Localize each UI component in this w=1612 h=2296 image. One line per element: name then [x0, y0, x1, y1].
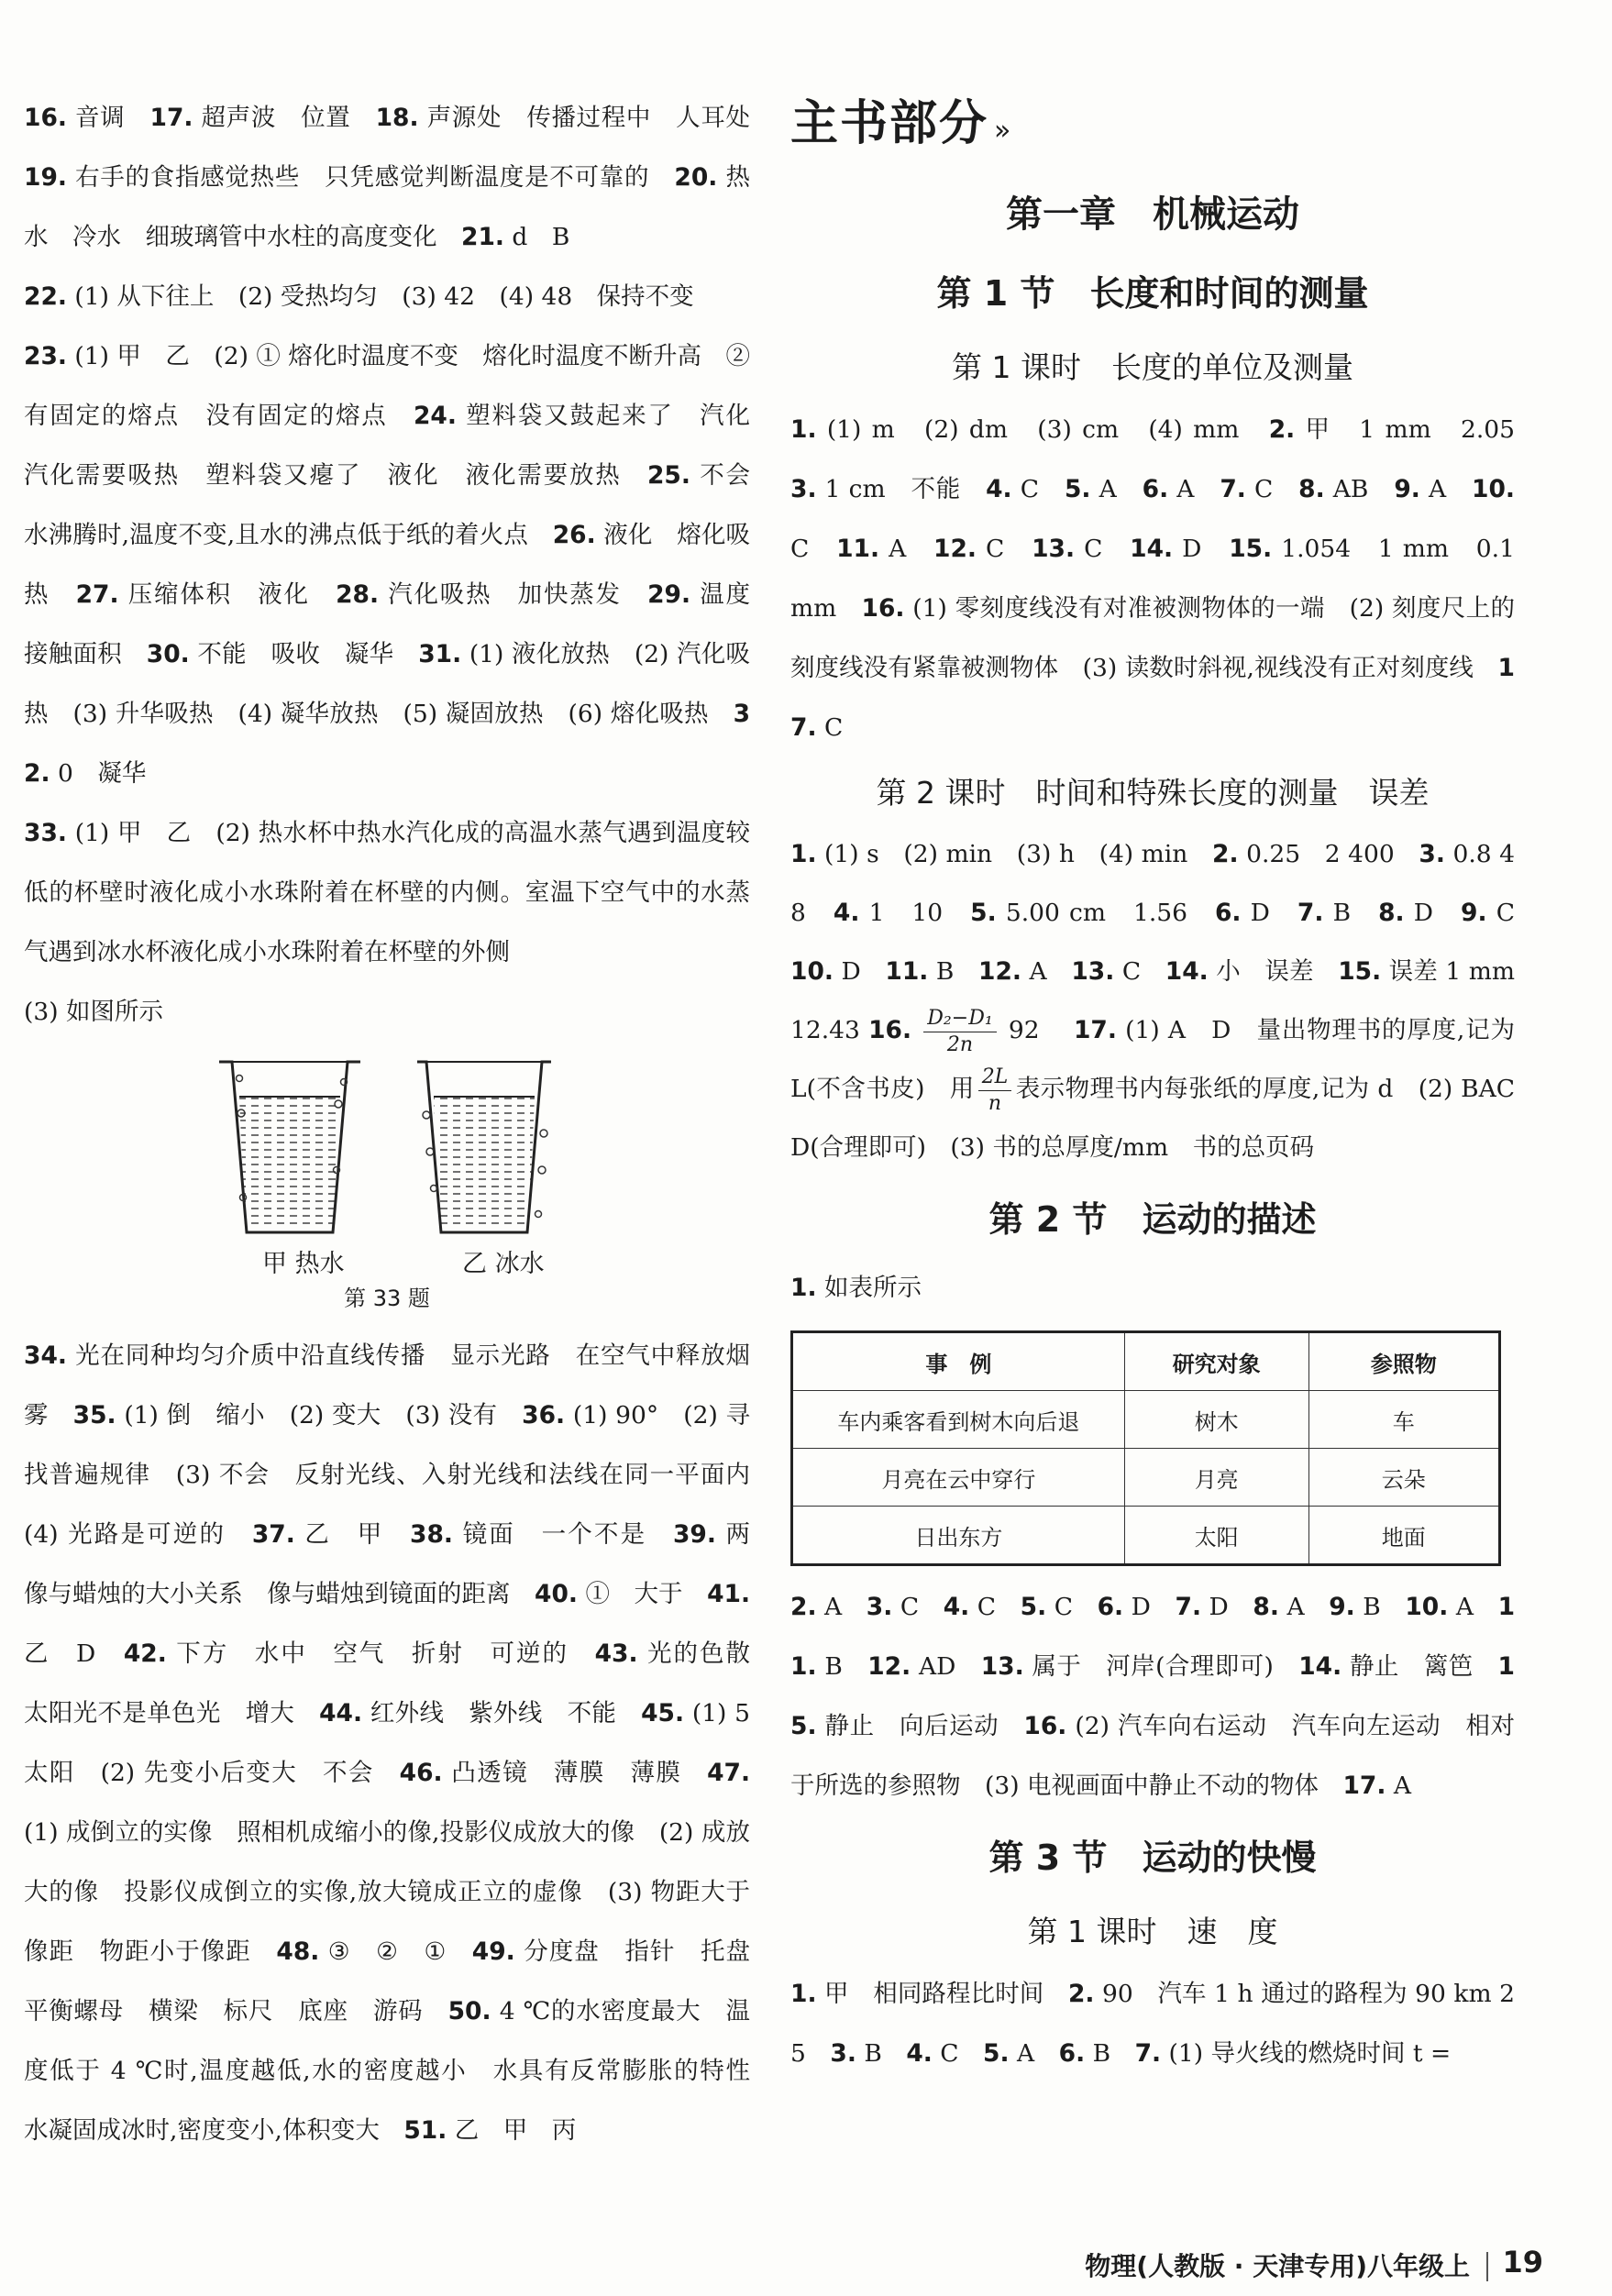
answer-text: 静止 向后运动	[824, 1712, 999, 1740]
answer-number: 51.	[403, 2116, 447, 2145]
answer-number: 2.	[790, 1593, 817, 1621]
answer-number: 7.	[1134, 2039, 1162, 2068]
answer-text: 1 cm 不能	[824, 475, 961, 503]
answer-number: 41.	[707, 1580, 751, 1608]
answer-text: 光的色散 太阳光不是单色光 增大	[24, 1639, 775, 1728]
answer-paragraph	[24, 1326, 775, 2160]
answer-number: 11.	[790, 1593, 1516, 1681]
answer-number: 1.	[790, 415, 817, 444]
answer-number: 2.	[1067, 1980, 1095, 2008]
beaker-diagram	[212, 1051, 569, 1243]
answer-text: 误差 1 mm 12.43	[790, 957, 1540, 1044]
answer-text: 乙 甲 丙	[454, 2116, 577, 2145]
answer-text: 塑料袋又鼓起来了 汽化 汽化需要吸热 塑料袋又瘪了 液化 液化需要放热	[24, 402, 775, 490]
answer-number: 31.	[418, 640, 462, 668]
section-2-intro	[790, 1258, 1515, 1318]
lesson-1-title: 第 1 课时 长度的单位及测量	[952, 349, 1353, 385]
main-title-text: 主书部分	[790, 96, 989, 151]
lesson-1-answers	[790, 400, 1515, 757]
answer-text: 声源处 传播过程中 人耳处	[426, 104, 750, 132]
answer-number: 10.	[790, 957, 834, 986]
answer-number: 29.	[647, 580, 691, 609]
answer-number: 4.	[986, 475, 1012, 503]
header-object: 研究对象	[1124, 1332, 1308, 1391]
answer-number: 21.	[461, 223, 504, 251]
answer-number: 5.	[1064, 475, 1091, 503]
fraction-d2-d1	[923, 1006, 996, 1058]
answer-text: 90 汽车 1 h 通过的路程为 90 km 25	[790, 1980, 1515, 2068]
answer-text: 不能 吸收 凝华	[197, 640, 394, 668]
answer-number: 47.	[707, 1759, 751, 1787]
answer-text: B	[864, 2039, 882, 2068]
table-cell: 日出东方	[792, 1507, 1125, 1565]
answer-text: A	[1286, 1593, 1305, 1621]
answer-text: A	[1455, 1593, 1474, 1621]
lesson-2-title: 第 2 课时 时间和特殊长度的测量 误差	[876, 775, 1430, 811]
answer-number: 42.	[123, 1639, 167, 1668]
answer-text: A	[824, 1593, 843, 1621]
table-header-row	[792, 1332, 1500, 1391]
answer-text: A	[1029, 957, 1047, 986]
answer-paragraph	[24, 326, 775, 803]
answer-text: A	[1017, 2039, 1035, 2068]
answer-text: 汽化吸热 加快蒸发	[388, 580, 622, 609]
left-column	[24, 88, 775, 2160]
answer-number: 28.	[336, 580, 380, 609]
answer-number: 45.	[641, 1699, 685, 1728]
answer-text: 静止 篱笆	[1350, 1652, 1474, 1681]
answer-text: C	[1084, 535, 1103, 563]
answer-number: 6.	[1097, 1593, 1124, 1621]
answer-text: C	[900, 1593, 920, 1621]
answer-number: 1.	[790, 1274, 817, 1302]
answer-number: 8.	[1298, 475, 1325, 503]
answer-text: C	[823, 713, 844, 742]
header-example: 事 例	[792, 1332, 1125, 1391]
answer-text: B	[1332, 899, 1352, 927]
answer-text: 甲 相同路程比时间	[824, 1980, 1044, 2008]
table-cell: 树木	[1124, 1391, 1308, 1449]
answer-number: 16.	[861, 594, 905, 623]
answer-number: 24.	[413, 402, 457, 430]
answer-number: 32.	[24, 700, 751, 788]
answer-number: 16.	[1023, 1712, 1067, 1740]
answer-number: 14.	[1165, 957, 1209, 986]
answer-text: (1) 倒 缩小 (2) 变大 (3) 没有	[124, 1401, 498, 1429]
answer-number: 10.	[1405, 1593, 1449, 1621]
fraction-numerator: 2L	[978, 1065, 1012, 1091]
answer-number: 8.	[1378, 899, 1405, 927]
double-chevron-icon: »	[994, 115, 1006, 147]
answer-number: 18.	[375, 104, 419, 132]
answer-number: 43.	[594, 1639, 638, 1668]
answer-number: 5.	[983, 2039, 1010, 2068]
answer-text: 1 10	[868, 899, 944, 927]
answer-text: (1) 甲 乙 (2) ① 熔化时温度不变 熔化时温度不断升高 ② 有固定的熔点 没有固定的熔点	[24, 342, 750, 430]
answers-34-51	[24, 1326, 775, 2160]
answer-number: 1.	[790, 1980, 817, 2008]
answer-text: (1) 导火线的燃烧时间 t =	[1168, 2039, 1452, 2068]
answer-number: 35.	[72, 1401, 116, 1429]
answer-text: 红外线 紫外线 不能	[370, 1699, 617, 1728]
lesson-2-items	[790, 840, 1540, 1044]
page-footer	[940, 2246, 1554, 2292]
answer-number: 5.	[970, 899, 997, 927]
main-title	[790, 83, 1515, 172]
answer-text: 甲 1 mm 2.05	[1305, 415, 1515, 444]
answer-text: (1) 零刻度线没有对准被测物体的一端 (2) 刻度尺上的刻度线没有紧靠被测物体 (3) 读数时斜视,视线没有正对刻度线	[790, 594, 1516, 682]
answer-number: 9.	[1394, 475, 1420, 503]
answer-text: 小 误差	[1216, 957, 1314, 986]
answer-number: 6.	[1214, 899, 1242, 927]
answer-number: 13.	[980, 1652, 1024, 1681]
answer-text: B	[935, 957, 955, 986]
q17-text-b: 表示物理书内每张纸的厚度,记为 d (2) BACD(合理即可) (3) 书的总厚度/mm 书的总页码	[790, 1075, 1515, 1162]
hot-water-label: 甲 热水	[262, 1250, 345, 1278]
right-column	[790, 83, 1540, 2083]
q16-num: 16.	[868, 1016, 912, 1044]
answer-text: 0.25 2 400	[1246, 840, 1395, 868]
answer-number: 22.	[24, 282, 67, 311]
answer-number: 4.	[943, 1593, 970, 1621]
footer-divider	[1486, 2252, 1488, 2281]
answers-16-33	[24, 88, 775, 1042]
answer-paragraph	[790, 1964, 1515, 2083]
section-3-title: 第 3 节 运动的快慢	[988, 1838, 1317, 1878]
section-2-answers	[790, 1577, 1515, 1816]
answer-text: D	[1131, 1593, 1151, 1621]
answer-number: 30.	[146, 640, 190, 668]
answer-text: (2) 汽车向右运动 汽车向左运动 相对于所选的参照物 (3) 电视画面中静止不动的物体	[790, 1712, 1515, 1800]
answer-text: 下方 水中 空气 折射 可逆的	[176, 1639, 569, 1668]
table-cell: 月亮在云中穿行	[792, 1449, 1125, 1507]
answer-text: AB	[1332, 475, 1369, 503]
lesson-3-title: 第 1 课时 速 度	[1027, 1914, 1278, 1949]
answer-text: 超声波 位置	[201, 104, 351, 132]
q17-text-a: (1) A D 量出物理书的厚度,记为 L(不含书皮) 用	[790, 1016, 1515, 1103]
answer-text: D	[1413, 899, 1434, 927]
answer-number: 33.	[24, 819, 67, 847]
answer-text: (1) 甲 乙 (2) 热水杯中热水汽化成的高温水蒸气遇到温度较低的杯壁时液化成小水珠附着在杯壁的内侧。室温下空气中的水蒸气遇到冰水杯液化成小水珠附着在杯壁的外侧	[24, 819, 750, 966]
answer-text: 凸透镜 薄膜 薄膜	[451, 1759, 682, 1787]
answer-text: (1) 成倒立的实像 照相机成缩小的像,投影仪成放大的像 (2) 成放大的像 投影仪成倒立的实像,放大镜成正立的虚像 (3) 物距大于像距 物距小于像距	[24, 1818, 750, 1966]
answer-number: 12.	[867, 1652, 911, 1681]
table-row	[792, 1449, 1500, 1507]
answer-number: 20.	[674, 163, 718, 192]
answer-number: 37.	[251, 1520, 295, 1549]
answer-text: 乙 D	[24, 1639, 96, 1668]
table-row	[792, 1507, 1500, 1565]
chapter-title: 第一章 机械运动	[1006, 193, 1299, 236]
table-cell: 地面	[1308, 1507, 1499, 1565]
answer-text: 液化 熔化吸热	[24, 521, 750, 609]
answer-number: 3.	[790, 475, 817, 503]
answer-number: 11.	[836, 535, 880, 563]
figure-caption: 第 33 题	[344, 1286, 430, 1311]
answer-number: 3.	[866, 1593, 893, 1621]
answer-text: 两 像与蜡烛的大小关系 像与蜡烛到镜面的距离	[24, 1520, 775, 1608]
answer-text: C	[1253, 475, 1274, 503]
answer-number: 10.	[1472, 475, 1515, 503]
lesson-2-answers	[790, 825, 1540, 1177]
answer-text: C	[940, 2039, 959, 2068]
answer-number: 15.	[790, 1652, 1515, 1740]
answer-paragraph	[24, 88, 750, 267]
answer-text: A	[1393, 1772, 1411, 1800]
answer-number: 2.	[1268, 415, 1296, 444]
table-cell: 车	[1308, 1391, 1499, 1449]
answer-text: B	[1092, 2039, 1111, 2068]
q16-answer: 92	[1008, 1016, 1040, 1044]
answer-paragraph	[24, 982, 750, 1042]
answer-number: 17.	[1342, 1772, 1386, 1800]
answer-number: 49.	[471, 1937, 515, 1966]
header-reference: 参照物	[1308, 1332, 1499, 1391]
section-1-title: 第 1 节 长度和时间的测量	[936, 273, 1369, 314]
answer-text: B	[1363, 1593, 1381, 1621]
fraction-denominator: 2n	[946, 1032, 974, 1056]
answer-number: 39.	[672, 1520, 716, 1549]
answer-text: A	[1099, 475, 1117, 503]
answer-number: 4.	[833, 899, 860, 927]
answer-number: 34.	[24, 1341, 67, 1370]
answer-text: AD	[918, 1652, 956, 1681]
answer-number: 1.	[790, 840, 817, 868]
answer-text: (1) 5 太阳 (2) 先变小后变大 不会	[24, 1699, 775, 1787]
answer-text: C	[1496, 899, 1515, 927]
answer-number: 17.	[790, 654, 1515, 742]
answer-number: 46.	[399, 1759, 443, 1787]
answer-text: 属于 河岸(合理即可)	[1032, 1652, 1274, 1681]
table-row	[792, 1391, 1500, 1449]
answer-text: 温度 接触面积	[24, 580, 775, 668]
answer-text: C	[986, 535, 1005, 563]
answer-text: A	[1428, 475, 1447, 503]
answer-number: 15.	[1229, 535, 1273, 563]
answer-number: 12.	[933, 535, 977, 563]
answer-text: C	[977, 1593, 997, 1621]
answer-paragraph	[24, 803, 750, 982]
answer-text: D	[1250, 899, 1270, 927]
answer-text: 4 ℃的水密度最大 温度低于 4 ℃时,温度越低,水的密度越小 水具有反常膨胀的特性 水凝固成冰时,密度变小,体积变大	[24, 1997, 775, 2145]
lesson-3-answers	[790, 1964, 1515, 2083]
q17-num: 17.	[1073, 1016, 1117, 1044]
answer-paragraph	[790, 1258, 1515, 1318]
answer-text: ① 大于	[585, 1580, 683, 1608]
answer-number: 14.	[1298, 1652, 1342, 1681]
answer-text: D	[1182, 535, 1202, 563]
answer-text: (1) m (2) dm (3) cm (4) mm	[826, 415, 1240, 444]
answer-number: 50.	[447, 1997, 491, 2026]
motion-table	[790, 1330, 1501, 1566]
answer-paragraph	[790, 400, 1515, 757]
answer-number: 17.	[149, 104, 193, 132]
answer-paragraph	[790, 1577, 1515, 1816]
answer-text: (1) s (2) min (3) h (4) min	[824, 840, 1188, 868]
answer-number: 25.	[646, 461, 690, 490]
answer-number: 38.	[410, 1520, 453, 1549]
answer-number: 4.	[906, 2039, 933, 2068]
answer-number: 26.	[552, 521, 596, 549]
answer-text: D	[841, 957, 861, 986]
answer-number: 3.	[1419, 840, 1445, 868]
answer-number: 13.	[1071, 957, 1115, 986]
answer-text: 1.054 1 mm 0.1 mm	[790, 535, 1515, 623]
answer-number: 7.	[1175, 1593, 1202, 1621]
answer-text: 0 凝华	[57, 759, 147, 788]
answer-text: A	[1176, 475, 1195, 503]
fraction-2l-n	[978, 1065, 1012, 1117]
answer-text: 音调	[75, 104, 126, 132]
table-cell: 月亮	[1124, 1449, 1308, 1507]
answer-paragraph	[24, 267, 750, 326]
fraction-denominator: n	[988, 1091, 1002, 1115]
page-number: 19	[1502, 2245, 1543, 2279]
answer-number: 16.	[24, 104, 67, 132]
answer-number: 36.	[522, 1401, 566, 1429]
answer-text: C	[1054, 1593, 1073, 1621]
answer-text: (1) 液化放热 (2) 汽化吸热 (3) 升华吸热 (4) 凝华放热 (5) 凝固放热 (6) 熔化吸热	[24, 640, 751, 728]
answer-number: 40.	[535, 1580, 578, 1608]
table-cell: 车内乘客看到树木向后退	[792, 1391, 1125, 1449]
answer-number: 6.	[1058, 2039, 1086, 2068]
answer-text: 压缩体积 液化	[127, 580, 310, 609]
answer-number: 14.	[1130, 535, 1174, 563]
figure-33	[24, 1051, 750, 1326]
answer-number: 8.	[1253, 1593, 1279, 1621]
answer-text: C	[1020, 475, 1040, 503]
ice-water-label: 乙 冰水	[462, 1250, 545, 1278]
table-cell: 云朵	[1308, 1449, 1499, 1507]
answer-number: 44.	[319, 1699, 363, 1728]
answer-text: C	[1121, 957, 1142, 986]
answer-number: 23.	[24, 342, 67, 370]
answer-number: 19.	[24, 163, 67, 192]
answer-number: 48.	[276, 1937, 320, 1966]
answer-text: (1) 90° (2) 寻找普遍规律 (3) 不会 反射光线、入射光线和法线在同一平面内 (4) 光路是可逆的	[24, 1401, 775, 1549]
answer-text: 分度盘 指针 托盘 平衡螺母 横梁 标尺 底座 游码	[24, 1937, 775, 2026]
section-2-title: 第 2 节 运动的描述	[988, 1199, 1317, 1240]
answer-text: 镜面 一个不是	[462, 1520, 647, 1549]
answer-text: ③ ② ①	[327, 1937, 447, 1966]
answer-text: 5.00 cm 1.56	[1005, 899, 1187, 927]
answer-text: 光在同种均匀介质中沿直线传播 显示光路 在空气中释放烟雾	[24, 1341, 750, 1429]
answer-text: 乙 甲	[304, 1520, 384, 1549]
answer-text: 不会 水沸腾时,温度不变,且水的沸点低于纸的着火点	[24, 461, 775, 549]
answer-number: 12.	[978, 957, 1021, 986]
answer-number: 27.	[75, 580, 119, 609]
table-cell: 太阳	[1124, 1507, 1308, 1565]
answer-number: 15.	[1338, 957, 1382, 986]
answer-text: 右手的食指感觉热些 只凭感觉判断温度是不可靠的	[75, 163, 650, 192]
answer-text: B	[824, 1652, 843, 1681]
ice-water-cup	[417, 1062, 551, 1232]
hot-water-cup	[219, 1062, 360, 1232]
answer-number: 13.	[1032, 535, 1076, 563]
answer-number: 9.	[1461, 899, 1487, 927]
answer-text: D	[1209, 1593, 1229, 1621]
answer-number: 6.	[1142, 475, 1169, 503]
answer-number: 7.	[1297, 899, 1324, 927]
fraction-numerator: D₂−D₁	[923, 1006, 996, 1032]
lesson-2-paragraph	[790, 825, 1540, 1177]
answer-text: A	[889, 535, 907, 563]
answer-text: d B	[512, 223, 570, 251]
answer-number: 11.	[885, 957, 929, 986]
answer-text: (1) 从下往上 (2) 受热均匀 (3) 42 (4) 48 保持不变	[74, 282, 694, 311]
answer-number: 2.	[1212, 840, 1239, 868]
answer-number: 5.	[1020, 1593, 1047, 1621]
answer-text: (3) 如图所示	[24, 998, 163, 1026]
answer-text: 如表所示	[823, 1274, 922, 1302]
answer-number: 9.	[1329, 1593, 1355, 1621]
answer-text: 热水 冷水 细玻璃管中水柱的高度变化	[24, 163, 751, 251]
footer-book-info: 物理(人教版 · 天津专用)八年级上	[1085, 2251, 1470, 2281]
answer-text: 0.8 48	[790, 840, 1515, 927]
answer-number: 3.	[830, 2039, 856, 2068]
answer-text: C	[790, 535, 810, 563]
answer-number: 7.	[1220, 475, 1246, 503]
